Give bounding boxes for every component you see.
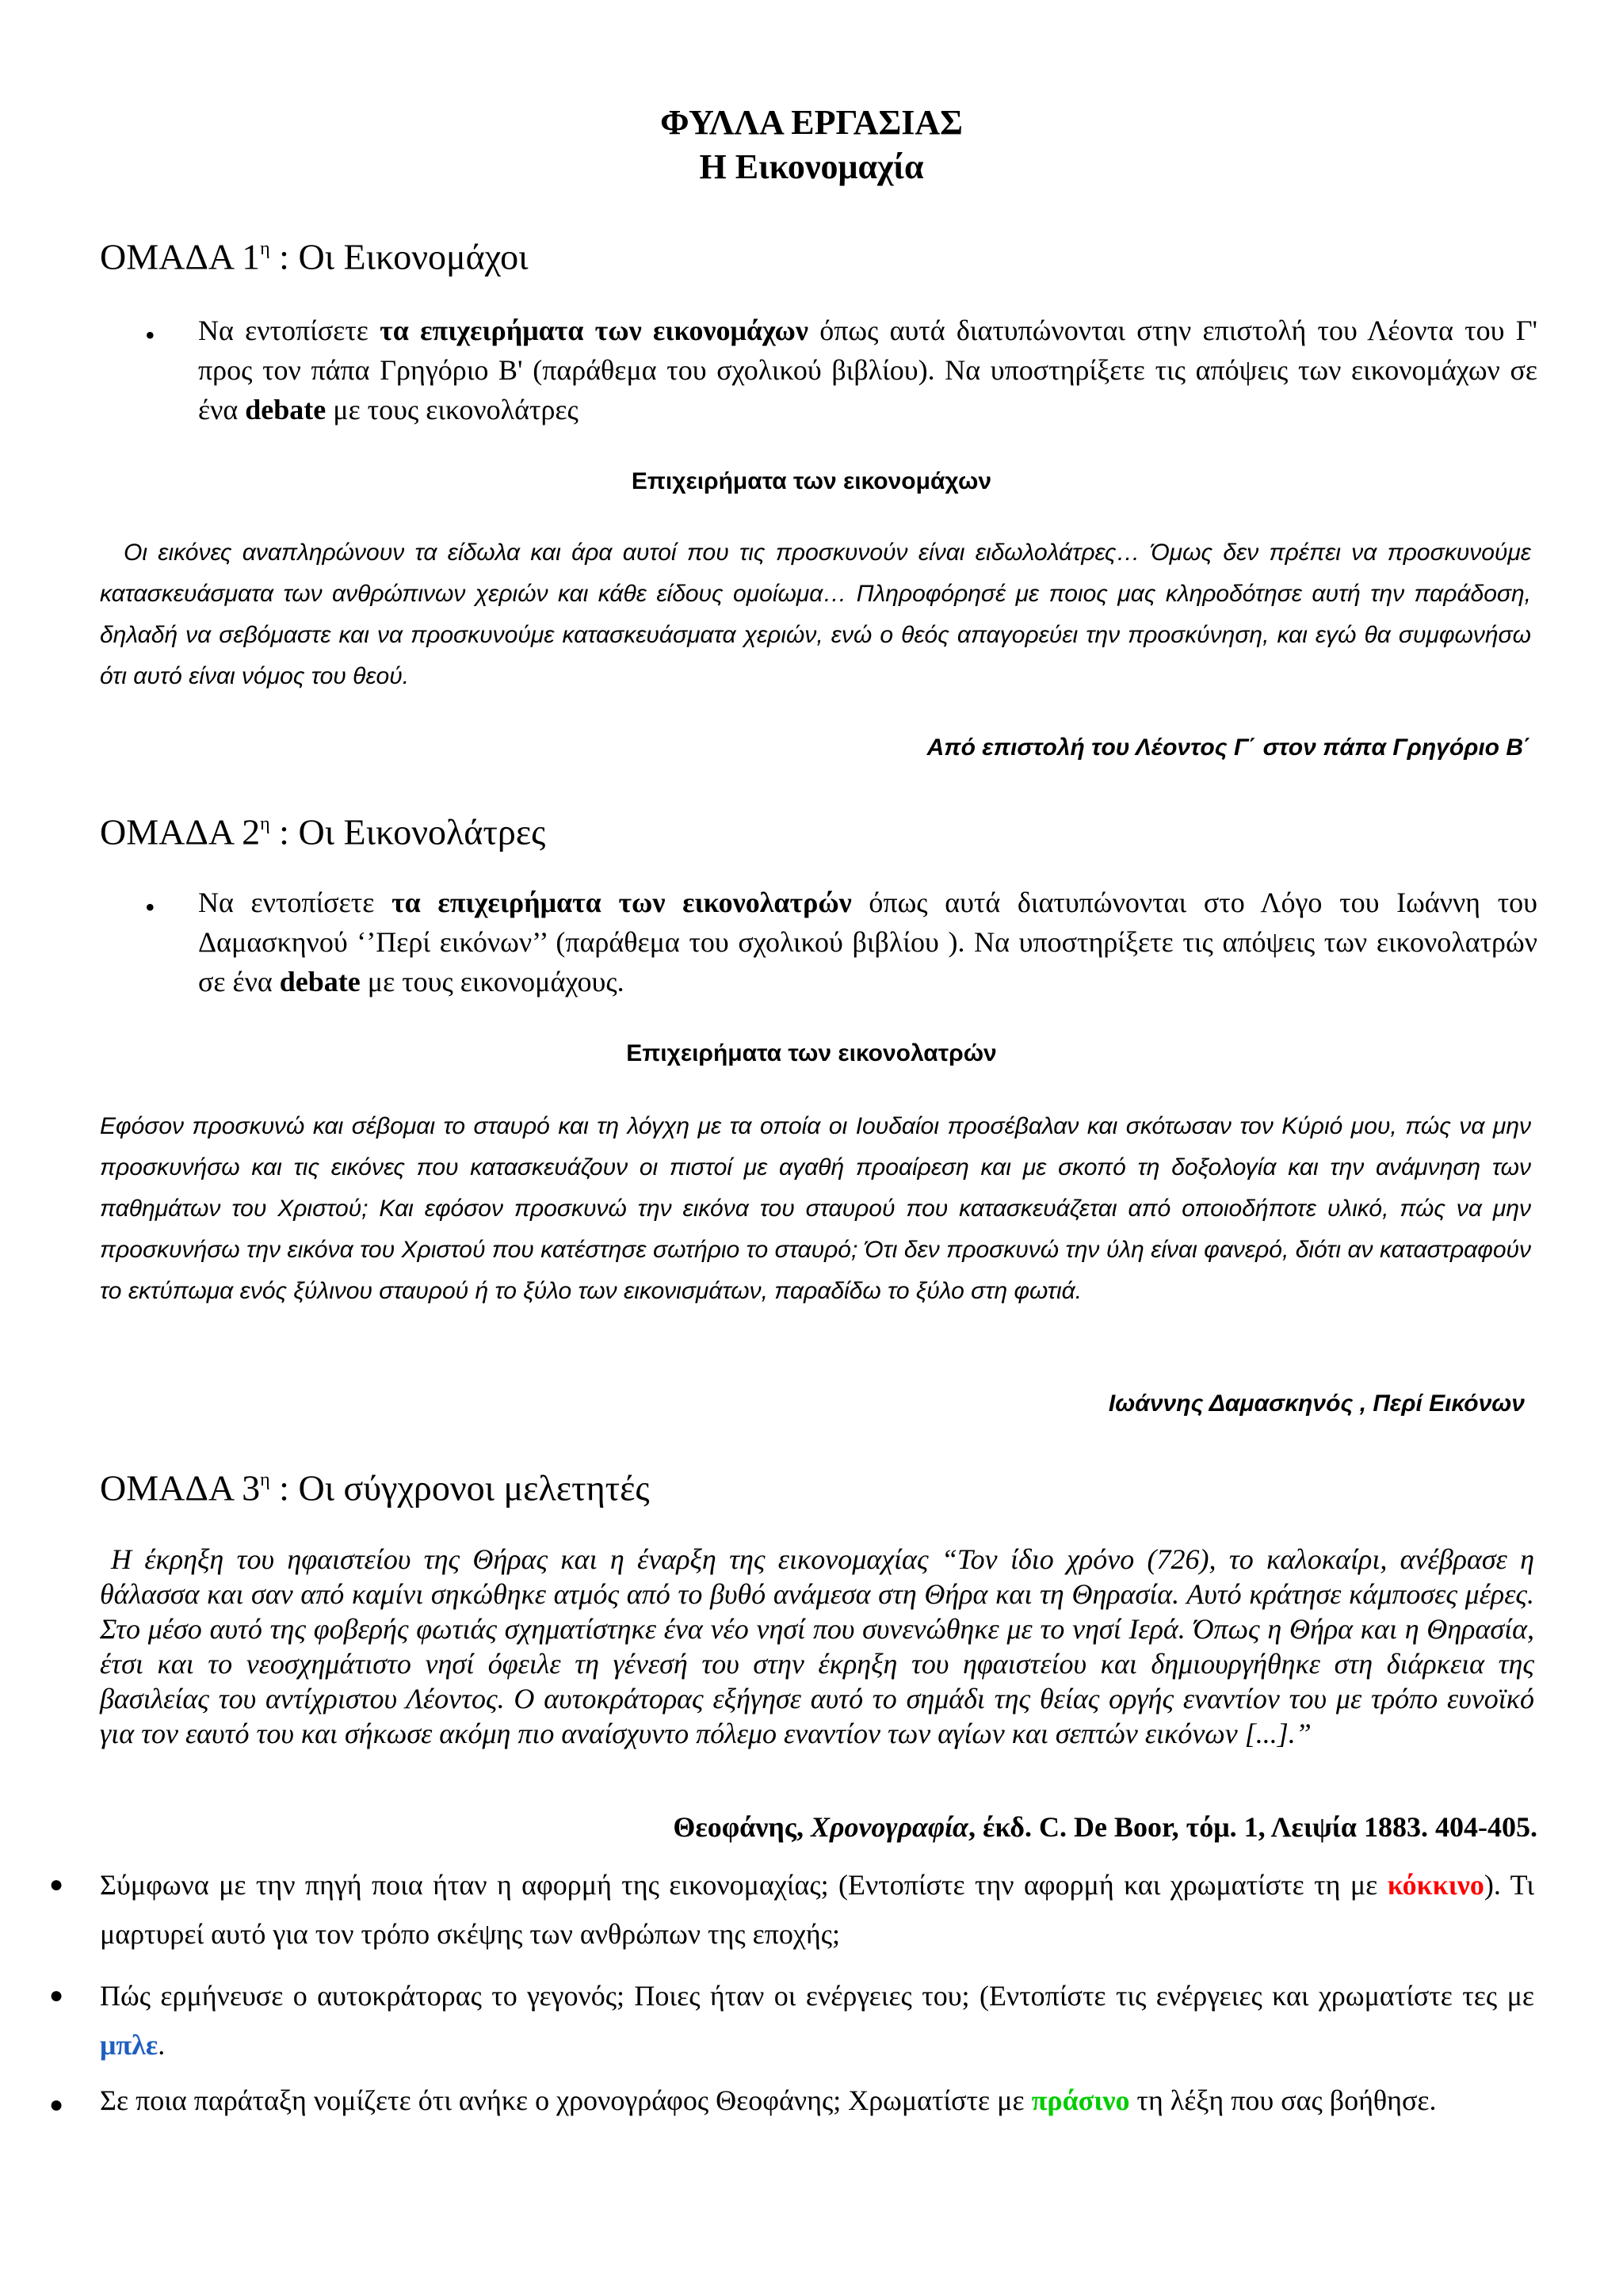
question3-text1: Σε ποια παράταξη νομίζετε ότι ανήκε ο χρονογράφος Θεοφάνης; Χρωματίστε με	[100, 2084, 1032, 2116]
document-subtitle: Η Εικονομαχία	[699, 147, 924, 186]
group3-source-rest: , έκδ. C. De Boor, τόμ. 1, Λειψία 1883. 404-405.	[968, 1811, 1537, 1843]
group1-task-text1: Να εντοπίσετε	[198, 315, 380, 346]
question1-text2: ). Τι μαρτυρεί αυτό για τον τρόπο σκέψης των ανθρώπων της εποχής;	[100, 1869, 1535, 1950]
group3-heading-prefix: ΟΜΑΔΑ 3	[100, 1467, 261, 1508]
question3	[100, 2081, 1534, 2120]
group1-sub-heading: Επιχειρήματα των εικονομάχων	[631, 468, 992, 494]
group2-heading	[100, 803, 545, 854]
group3-heading-sup: η	[260, 1470, 270, 1490]
group1-task-text2: όπως αυτά διατυπώνονται στην επιστολή του Λέοντα του Γ' προς τον πάπα Γρηγόριο Β' (παράθεμα του σχολικού βιβλίου). Να υποστηρίξετε τις απόψεις των εικονομάχων σε ένα	[198, 315, 1537, 425]
group2-sub-heading: Επιχειρήματα των εικονολατρών	[626, 1040, 997, 1066]
question1-red-word: κόκκινο	[1387, 1869, 1484, 1901]
group3-quote: Η έκρηξη του ηφαιστείου της Θήρας και η έναρξη της εικονομαχίας “Τον ίδιο χρόνο (726), το καλοκαίρι, ανέβρασε η θάλασσα και σαν από καμίνι σηκώθηκε ατμός από το βυθό ανάμεσα στη Θήρα και τη Θηρασία. Αυτό κράτησε κάμποσες μέρες. Στο μέσο αυτό της φοβερής φωτιάς σχηματίστηκε ένα νέο νησί που συνενώθηκε με το νησί Ιερά. Όπως η Θήρα και η Θηρασία, έτσι και το νεοσχημάτιστο νησί όφειλε τη γένεσή του στην έκρηξη του ηφαιστείου και δημιουργήθηκε στη διάρκεια της βασιλείας του αντίχριστου Λέοντος. Ο αυτοκράτορας εξήγησε αυτό το σημάδι της θείας οργής εναντίον του με τρόπο ευνοϊκό για τον εαυτό του και σήκωσε ακόμη πιο αναίσχυντο πόλεμο εναντίον των αγίων και σεπτών εικόνων [...].”	[100, 1543, 1534, 1749]
question2-text2: .	[158, 2029, 166, 2061]
group2-task-text2: όπως αυτά διατυπώνονται στο Λόγο του Ιωάννη του Δαμασκηνού ‘’Περί εικόνων’’ (παράθεμα του σχολικού βιβλίου ). Να υποστηρίξετε τις απόψεις των εικονολατρών σε ένα	[198, 887, 1537, 997]
group2-task-text3: με τους εικονομάχους.	[360, 966, 624, 997]
group3-source-author: Θεοφάνης,	[673, 1811, 811, 1843]
group3-source	[673, 1810, 1537, 1844]
group1-heading	[100, 228, 529, 279]
question2	[100, 1971, 1534, 2069]
group1-task	[198, 311, 1537, 429]
group1-task-debate: debate	[245, 394, 327, 425]
question3-dot: ●	[49, 2092, 64, 2118]
group2-heading-suffix: : Οι Εικονολάτρες	[269, 811, 546, 852]
group2-task-debate: debate	[279, 966, 361, 997]
group2-attribution: Ιωάννης Δαμασκηνός , Περί Εικόνων	[1108, 1390, 1525, 1417]
group1-task-text3: με τους εικονολάτρες	[326, 394, 579, 425]
document-title: ΦΥΛΛΑ ΕΡΓΑΣΙΑΣ	[660, 103, 963, 142]
group1-task-bold: τα επιχειρήματα των εικονομάχων	[380, 315, 808, 346]
group2-task-bold: τα επιχειρήματα των εικονολατρών	[391, 887, 852, 918]
group2-quote: Εφόσον προσκυνώ και σέβομαι το σταυρό και τη λόγχη με τα οποία οι Ιουδαίοι προσέβαλαν και σκότωσαν τον Κύριό μου, πώς να μην προσκυνήσω και τις εικόνες που κατασκευάζουν οι πιστοί με αγαθή προαίρεση και με σκοπό τη δοξολογία και την ανάμνηση των παθημάτων του Χριστού; Και εφόσον προσκυνώ την εικόνα του σταυρού που κατασκευάζεται από οποιοδήποτε υλικό, πώς να μην προσκυνήσω την εικόνα του Χριστού που κατέστησε σωτήριο το σταυρό; Ότι δεν προσκυνώ την ύλη είναι φανερό, διότι αν καταστραφούν το εκτύπωμα ενός ξύλινου σταυρού ή το ξύλο των εικονισμάτων, παραδίδω το ξύλο στη φωτιά.	[100, 1113, 1531, 1304]
group1-heading-suffix: : Οι Εικονομάχοι	[269, 236, 529, 277]
question3-text2: τη λέξη που σας βοήθησε.	[1129, 2084, 1437, 2116]
question2-blue-word: μπλε	[100, 2029, 158, 2061]
group2-task	[198, 883, 1537, 1001]
group1-bullet-dot: •	[145, 319, 155, 351]
group2-heading-prefix: ΟΜΑΔΑ 2	[100, 811, 261, 852]
group1-attribution: Από επιστολή του Λέοντος Γ΄ στον πάπα Γρηγόριο Β΄	[926, 734, 1531, 761]
group3-heading	[100, 1459, 650, 1510]
question2-dot: ●	[49, 1982, 64, 2008]
question2-text1: Πώς ερμήνευσε ο αυτοκράτορας το γεγονός; Ποιες ήταν οι ενέργειες του; (Εντοπίστε τις ενέργειες και χρωματίστε τες με	[100, 1980, 1534, 2012]
group2-heading-sup: η	[260, 814, 270, 834]
group3-source-work: Χρονογραφία	[810, 1811, 968, 1843]
question1-dot: ●	[49, 1871, 64, 1897]
group1-quote: Οι εικόνες αναπληρώνουν τα είδωλα και άρα αυτοί που τις προσκυνούν είναι ειδωλολάτρες… Όμως δεν πρέπει να προσκυνούμε κατασκευάσματα των ανθρώπινων χεριών και κάθε είδους ομοίωμα… Πληροφόρησέ με ποιος μας κληροδότησε αυτή την παράδοση, δηλαδή να σεβόμαστε και να προσκυνούμε κατασκευάσματα χεριών, ενώ ο θεός απαγορεύει την προσκύνηση, και εγώ θα συμφωνήσω ότι αυτό είναι νόμος του θεού.	[100, 540, 1531, 689]
question1-text1: Σύμφωνα με την πηγή ποια ήταν η αφορμή της εικονομαχίας; (Εντοπίστε την αφορμή και χρωματίστε τη με	[100, 1869, 1388, 1901]
group3-heading-suffix: : Οι σύγχρονοι μελετητές	[269, 1467, 650, 1508]
group2-bullet-dot: •	[145, 891, 155, 923]
question1	[100, 1860, 1534, 1958]
group1-heading-sup: η	[260, 238, 270, 259]
group2-task-text1: Να εντοπίσετε	[198, 887, 392, 918]
group1-heading-prefix: ΟΜΑΔΑ 1	[100, 236, 261, 277]
question3-green-word: πράσινο	[1031, 2084, 1130, 2116]
